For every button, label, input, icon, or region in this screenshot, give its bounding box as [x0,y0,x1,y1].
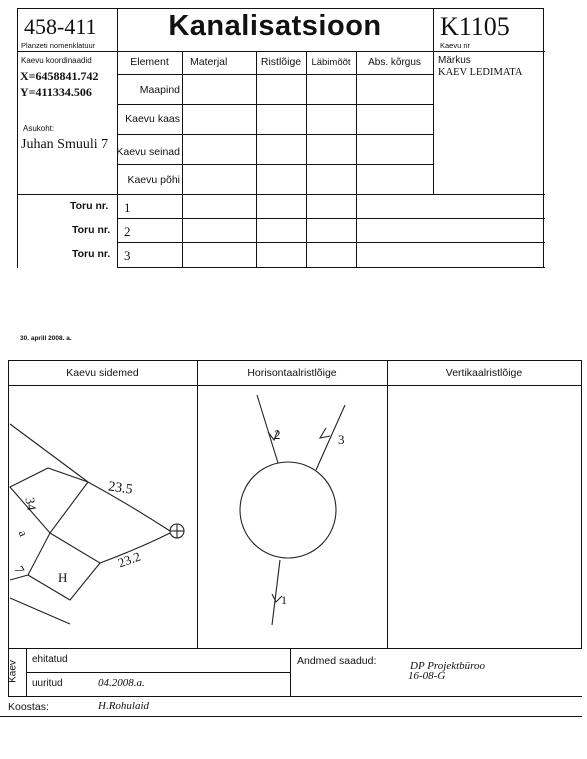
well-number: K1105 [440,12,510,41]
pipe-sketch-label-1: 1 [281,593,287,607]
address-caption: Asukoht: [23,124,55,133]
sketch-line-top [10,424,88,482]
sketch-label-h: H [58,570,68,585]
col-abs-height: Abs. kõrgus [368,57,421,68]
pipe-sketch-label-3: 3 [338,432,345,447]
author-value: H.Rohulaid [98,700,150,712]
pipe-label-2: Toru nr. [72,224,111,236]
coord-y: Y=411334.506 [20,85,92,99]
pipe-label-1: Toru nr. [70,200,109,212]
address-value: Juhan Smuuli 7 [21,137,109,152]
plan-number: 458-411 [24,14,97,39]
title-connections: Kaevu sidemed [66,367,139,379]
pipe-sketch-label-2: 2 [274,427,281,442]
col-cross-section: Ristlõige [260,56,302,68]
source-label: Andmed saadud: [297,655,377,667]
date-line: 30. aprill 2008. a. [20,335,72,342]
row-ground: Maapind [139,84,180,96]
sketch-label-7: 7 [11,563,28,577]
checked-value: 04.2008.a. [98,677,145,689]
row-walls: Kaevu seinad [116,146,180,158]
pipe-line-1 [272,560,280,625]
sketch-lot-mid [28,533,100,600]
title-vertical-section: Vertikaalristlõige [445,367,523,379]
sketch-line-bottom [10,598,70,624]
well-caption: Kaevu nr [440,41,471,50]
source-value-1: DP Projektbüroo [410,660,486,672]
row-bottom: Kaevu põhi [127,174,180,186]
pipe-number-2: 2 [124,224,131,239]
col-element: Element [130,56,169,68]
pipe-number-3: 3 [124,248,131,263]
sketch-label-23-2: 23.2 [115,548,143,571]
sketch-label-23-5: 23.5 [107,479,134,498]
row-lid: Kaevu kaas [125,113,180,125]
coord-x: X=6458841.742 [20,69,99,83]
author-label: Koostas: [8,701,49,713]
col-diameter: Läbimõõt [311,57,351,68]
col-material: Materjal [190,56,228,68]
title-horizontal-section: Horisontaalristlõige [247,367,337,379]
col-remarks: Märkus [438,55,471,66]
remark-note: KAEV LEDIMATA [438,67,523,78]
coords-caption: Kaevu koordinaadid [21,56,92,65]
checked-label: uuritud [32,678,63,689]
pipe-label-3: Toru nr. [72,248,111,260]
plan-caption: Planzeti nomenklatuur [21,41,96,50]
built-label: ehitatud [32,654,68,665]
pipe-number-1: 1 [124,200,131,215]
source-value-2: 16-08-G [408,670,446,682]
sketch-label-34: 34 [22,496,40,512]
manhole-circle [240,462,336,558]
sketch-label-a: a [15,528,31,539]
form-title: Kanalisatsioon [168,10,382,42]
footer-side-label: Kaev [7,660,19,683]
